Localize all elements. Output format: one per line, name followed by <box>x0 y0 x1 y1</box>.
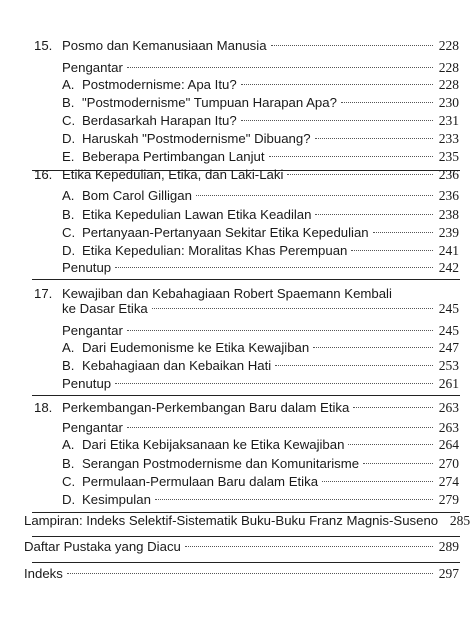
entry-letter: A. <box>62 437 75 452</box>
toc-entry <box>62 186 459 206</box>
entry-letter: C. <box>62 474 76 489</box>
entry-letter: B. <box>62 95 75 110</box>
dot-leader <box>275 365 433 366</box>
dot-leader <box>348 444 433 445</box>
dot-leader <box>185 546 433 547</box>
chapter-15-heading <box>34 36 459 56</box>
entry-label: Haruskah "Postmodernisme" Dibuang? <box>82 131 311 146</box>
entry-letter: A. <box>62 340 75 355</box>
page-number: 263 <box>438 420 459 435</box>
dot-leader <box>152 308 433 309</box>
entry-label: Serangan Postmodernisme dan Komunitarisme <box>82 456 360 471</box>
page-number: 253 <box>438 358 459 373</box>
entry-letter: D. <box>62 243 76 258</box>
page-number: 247 <box>438 340 459 355</box>
dot-leader <box>315 214 433 215</box>
page-number: 239 <box>438 225 459 240</box>
page-number: 279 <box>438 492 459 507</box>
toc-entry <box>62 111 459 131</box>
page-number: 285 <box>449 513 471 528</box>
entry-label: Postmodernisme: Apa Itu? <box>82 77 237 92</box>
dot-leader <box>287 174 433 175</box>
chapter-16-heading <box>34 165 459 185</box>
page-number: 238 <box>438 207 459 222</box>
page-number: 297 <box>438 566 459 581</box>
page-number: 228 <box>438 77 459 92</box>
section-divider <box>32 279 460 280</box>
page-number: 242 <box>438 260 459 275</box>
toc-entry <box>62 147 459 167</box>
dot-leader <box>67 573 433 574</box>
page-number: 274 <box>438 474 459 489</box>
dot-leader <box>127 427 433 428</box>
entry-label: Penutup <box>62 376 112 391</box>
toc-entry <box>62 205 459 225</box>
toc-entry <box>62 338 459 358</box>
page-number: 230 <box>438 95 459 110</box>
chapter-18-heading <box>34 398 459 418</box>
page-number: 231 <box>438 113 459 128</box>
entry-label: Berdasarkah Harapan Itu? <box>82 113 237 128</box>
chapter-title: Perkembangan-Perkembangan Baru dalam Etika <box>62 400 350 415</box>
page-number: 228 <box>438 60 459 75</box>
chapter-number: 16. <box>34 167 53 182</box>
entry-letter: D. <box>62 131 76 146</box>
dot-leader <box>313 347 433 348</box>
page-number: 289 <box>438 539 459 554</box>
entry-label: Etika Kepedulian: Moralitas Khas Perempuan <box>82 243 348 258</box>
page-number: 245 <box>438 301 459 316</box>
chapter-title: Posmo dan Kemanusiaan Manusia <box>62 38 267 53</box>
dot-leader <box>363 463 433 464</box>
chapter-title-continued: ke Dasar Etika <box>62 301 148 316</box>
dot-leader <box>341 102 433 103</box>
entry-label: Permulaan-Permulaan Baru dalam Etika <box>82 474 319 489</box>
chapter-number: 17. <box>34 286 53 301</box>
entry-label: Daftar Pustaka yang Diacu <box>24 539 181 554</box>
entry-label: Pertanyaan-Pertanyaan Sekitar Etika Kepedulian <box>82 225 369 240</box>
page-number: 236 <box>438 167 459 182</box>
toc-entry <box>62 129 459 149</box>
entry-label: Kebahagiaan dan Kebaikan Hati <box>82 358 272 373</box>
entry-letter: B. <box>62 207 75 222</box>
dot-leader <box>271 45 433 46</box>
entry-label: Etika Kepedulian Lawan Etika Keadilan <box>82 207 312 222</box>
toc-entry-lampiran <box>24 511 471 531</box>
entry-label: Dari Etika Kebijaksanaan ke Etika Kewajiban <box>82 437 345 452</box>
entry-label: Beberapa Pertimbangan Lanjut <box>82 149 265 164</box>
toc-entry <box>62 75 459 95</box>
entry-letter: C. <box>62 113 76 128</box>
entry-label: Pengantar <box>62 420 123 435</box>
entry-label: Penutup <box>62 260 112 275</box>
dot-leader <box>353 407 433 408</box>
entry-letter: E. <box>62 149 75 164</box>
toc-entry <box>62 356 459 376</box>
entry-letter: B. <box>62 358 75 373</box>
page-number: 235 <box>438 149 459 164</box>
chapter-17-heading-cont <box>62 299 459 319</box>
dot-leader <box>115 383 433 384</box>
page-number: 245 <box>438 323 459 338</box>
dot-leader <box>269 156 433 157</box>
entry-letter: C. <box>62 225 76 240</box>
entry-label: Dari Eudemonisme ke Etika Kewajiban <box>82 340 310 355</box>
toc-entry-outro <box>62 374 459 394</box>
entry-letter: A. <box>62 77 75 92</box>
entry-label: "Postmodernisme" Tumpuan Harapan Apa? <box>82 95 337 110</box>
entry-label: Indeks <box>24 566 63 581</box>
toc-entry-daftar-pustaka <box>24 537 459 557</box>
entry-letter: B. <box>62 456 75 471</box>
dot-leader <box>373 232 433 233</box>
dot-leader <box>196 195 433 196</box>
chapter-title: Etika Kepedulian, Etika, dan Laki-Laki <box>62 167 284 182</box>
dot-leader <box>322 481 433 482</box>
entry-label: Lampiran: Indeks Selektif-Sistematik Buku-Buku Franz Magnis-Suseno <box>24 513 439 528</box>
dot-leader <box>315 138 433 139</box>
section-divider <box>32 395 460 396</box>
entry-label: Pengantar <box>62 60 123 75</box>
page-number: 233 <box>438 131 459 146</box>
dot-leader <box>351 250 433 251</box>
chapter-number: 15. <box>34 38 53 53</box>
dot-leader <box>241 120 433 121</box>
page-number: 264 <box>438 437 459 452</box>
entry-label: Bom Carol Gilligan <box>82 188 192 203</box>
entry-label: Pengantar <box>62 323 123 338</box>
chapter-title: Kewajiban dan Kebahagiaan Robert Spaemann Kembali <box>62 286 392 301</box>
dot-leader <box>127 67 433 68</box>
toc-entry <box>62 490 459 510</box>
toc-entry <box>62 454 459 474</box>
dot-leader <box>115 267 433 268</box>
toc-entry <box>62 472 459 492</box>
page-number: 241 <box>438 243 459 258</box>
page-number: 236 <box>438 188 459 203</box>
entry-label: Kesimpulan <box>82 492 151 507</box>
dot-leader <box>241 84 433 85</box>
dot-leader <box>127 330 433 331</box>
page-number: 270 <box>438 456 459 471</box>
entry-letter: D. <box>62 492 76 507</box>
entry-letter: A. <box>62 188 75 203</box>
page-number: 228 <box>438 38 459 53</box>
toc-entry <box>62 435 459 455</box>
toc-entry <box>62 223 459 243</box>
dot-leader <box>155 499 433 500</box>
section-divider <box>32 562 460 563</box>
toc-entry <box>62 93 459 113</box>
toc-entry-indeks <box>24 564 459 584</box>
toc-entry-outro <box>62 258 459 278</box>
page-number: 263 <box>438 400 459 415</box>
chapter-number: 18. <box>34 400 53 415</box>
page-number: 261 <box>438 376 459 391</box>
